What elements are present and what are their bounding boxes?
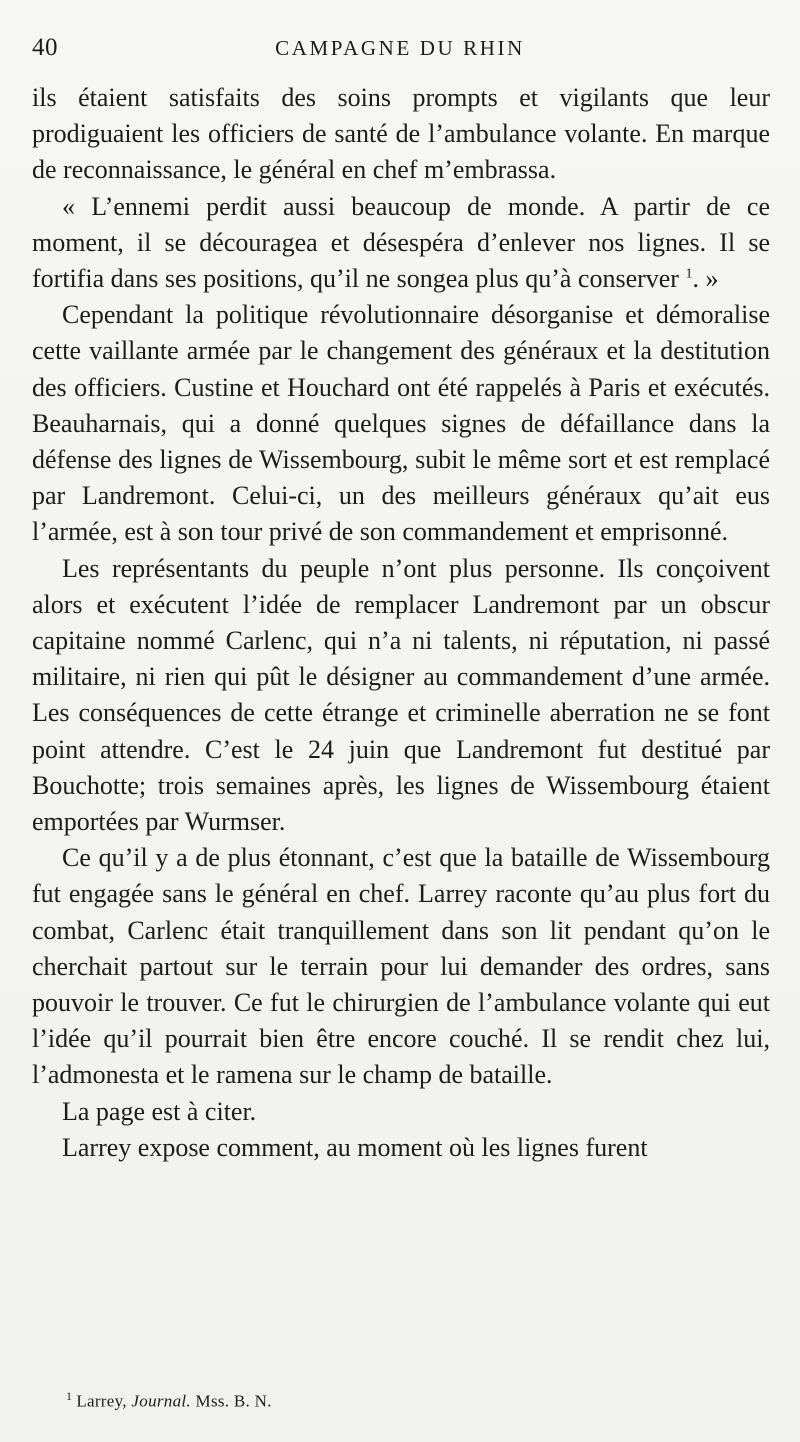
- paragraph-3: [32, 297, 770, 550]
- footnote-mark: 1: [66, 1389, 73, 1403]
- footnote-source: Mss. B. N.: [195, 1391, 272, 1411]
- page-header: [32, 30, 768, 66]
- paragraph-2-text: « L’ennemi perdit aussi beaucoup de monde. A partir de ce moment, il se découragea et désespéra d’enlever nos lignes. Il se fortifia dans ses positions, qu’il ne songea plus qu’à conserver: [32, 191, 770, 294]
- paragraph-6-text: La page est à citer.: [62, 1096, 257, 1126]
- paragraph-1: [32, 80, 770, 189]
- footnote-work: Journal.: [131, 1391, 191, 1411]
- paragraph-7-text: Larrey expose comment, au moment où les lignes furent: [62, 1132, 648, 1162]
- paragraph-3-text: Cependant la politique révolutionnaire désorganise et démoralise cette vaillante armée par le changement des généraux et la destitution des officiers. Custine et Houchard ont été rappelés à Paris et exécutés. Beauharnais, qui a donné quelques signes de défaillance dans la défense des lignes de Wissembourg, subit le même sort et est remplacé par Landremont. Celui-ci, un des meilleurs généraux qu’ait eus l’armée, est à son tour privé de son commandement et emprisonné.: [32, 300, 770, 547]
- footnote: [66, 1389, 272, 1412]
- paragraph-4-text: Les représentants du peuple n’ont plus personne. Ils conçoivent alors et exécutent l’idée de remplacer Landremont par un obscur capitaine nommé Carlenc, qui n’a ni talents, ni réputation, ni passé militaire, ni rien qui pût le désigner au commandement d’une armée. Les conséquences de cette étrange et criminelle aberration ne se font point attendre. C’est le 24 juin que Landremont fut destitué par Bouchotte; trois semaines après, les lignes de Wissembourg étaient emportées par Wurmser.: [32, 553, 770, 837]
- page-number: 40: [32, 34, 58, 61]
- running-head: CAMPAGNE DU RHIN: [275, 36, 525, 60]
- paragraph-2-closing: . »: [692, 264, 719, 294]
- paragraph-2: [32, 189, 770, 298]
- body-text: [32, 80, 770, 1166]
- paragraph-4: [32, 551, 770, 841]
- paragraph-5: [32, 840, 770, 1093]
- footnote-author: Larrey,: [76, 1391, 127, 1411]
- footnote-reference: 1: [685, 266, 693, 282]
- paragraph-6: [32, 1094, 770, 1130]
- paragraph-5-text: Ce qu’il y a de plus étonnant, c’est que la bataille de Wissembourg fut engagée sans le général en chef. Larrey raconte qu’au plus fort du combat, Carlenc était tranquillement dans son lit pendant qu’on le cherchait partout sur le terrain pour lui demander des ordres, sans pouvoir le trouver. Ce fut le chirurgien de l’ambulance volante qui eut l’idée qu’il pourrait bien être encore couché. Il se rendit chez lui, l’admonesta et le ramena sur le champ de bataille.: [32, 843, 770, 1090]
- paragraph-1-text: ils étaient satisfaits des soins prompts et vigilants que leur prodiguaient les officiers de santé de l’ambulance volante. En marque de reconnaissance, le général en chef m’embrassa.: [32, 83, 770, 185]
- paragraph-7: [32, 1130, 770, 1166]
